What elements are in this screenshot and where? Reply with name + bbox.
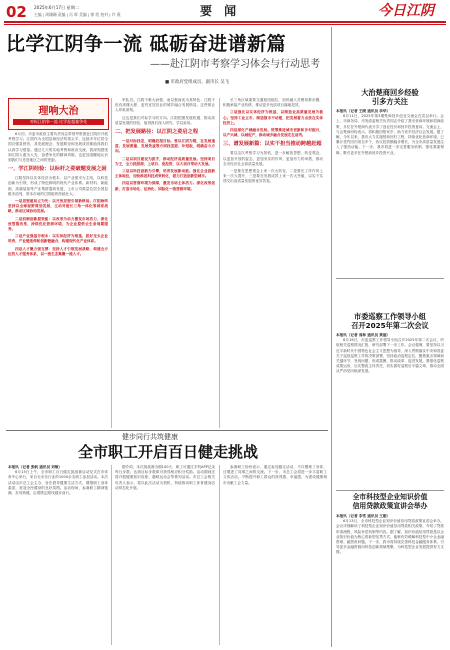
lead-para: 6月初，市委市政府主要负责同志带领考察团赴江阴市开展考察学习。江阴作为全国县域经济的领头羊，连续多年位居全国百强县榜首，其发展理念、发展路径和发展成效都值得我们认真学习借鉴。通过几天的实地考察和座谈交流，我深刻感受到江阴人敢为人先、奋勇争先的精神风貌，也更加清醒地认识到我们与先进地区之间的差距。 (8, 132, 108, 163)
sidebar-separator (336, 490, 444, 491)
section-title: 要 闻 (200, 4, 241, 18)
bottom-separator (6, 430, 328, 431)
column-divider (219, 465, 220, 645)
story-body: 6月11日，2025年第3期楚商回乡创业交流会在武汉举行。会上，市商务局、市发改委相关负责同志介绍了我市营商环境和招商政策，多位在外楚商代表分享了创业经历和回乡投资意向。交流会上，与会楚商纷纷表示，将积极回报家乡，助力家乡经济社会发展。据了解，今年以来，我市大力实施楚商回归工程，持续优化营商环境，已累计签约回归项目多个，协议投资额稳步增长，为全市高质量发展注入了强劲动能。下一步，我市将进一步完善服务机制，强化要素保障，吸引更多在外楚商回乡投资兴业。 (336, 114, 444, 155)
theory-badge (8, 98, 109, 130)
story-body: 6月16日，市委巡察工作领导小组召开2025年第二次会议，听取相关巡察情况汇报，研究部署下一步工作。会议强调，要坚持以习近平新时代中国特色社会主义思想为指导，深入贯彻落实中央和省委关于巡视巡察工作的决策部署，坚持政治巡察定位，聚焦重点领域和关键环节，发现问题、形成震慑、推动改革、促进发展。要强化巡察成果运用，压实整改主体责任，切实做好巡察后半篇文章，推动全面从严治党向纵深发展。 (336, 338, 444, 374)
bottom-kicker: 健步同行共筑健康 (122, 433, 178, 441)
lead-section-heading: 三、谱发展新篇：以实干担当推动跨越赶超 (223, 141, 322, 148)
story-title: 市委巡察工作领导小组 召开2025年第二次会议 (351, 312, 429, 330)
lead-col-3 (223, 98, 323, 423)
lead-para: 四是人才聚力强支撑：坚持人才引领发展战略，构建全方位的人才服务体系，以一流生态集聚一流人才。 (8, 246, 108, 256)
badge-sub: 对标江阴争一流 比学赶超兼争先 (13, 119, 104, 125)
column-divider (219, 98, 220, 428)
lead-para: 四是以营商环境为保障，激发市场主体活力。深化改革创新，打造市场化、法治化、国际化一流营商环境。 (115, 181, 215, 191)
lead-para: 三是以科技创新为引擎，培育发展新动能。强化企业创新主体地位，加快推进科技成果转化，着力打造创新型城市。 (115, 169, 215, 179)
lead-section-heading: 二、把发展路径：以江阴之姿启之程 (115, 129, 199, 136)
lead-para: 江阴坚持以实体经济为根本，以产业强市为主线，以科技创新为引领，形成了特色鲜明的现代产业体系。新材料、新能源、高端装备等产业集群蓬勃发展，上市公司数量位居全国县级市前列，资本市场的江阴板块持续壮大。 (8, 176, 108, 196)
header-rule-thin (4, 24, 446, 25)
lead-para: 二是以项目建设为抓手，推动经济高质量发展。坚持项目为王，全力抓招商、上项目、促投资，以大项目带动大发展。 (115, 156, 215, 166)
bottom-headline: 全市职工开启百日健走挑战 (78, 443, 259, 461)
lead-author: ■ 市政府党组成员、副市长 吴飞 (165, 80, 230, 85)
story-byline: 本报讯（记者 王晓 通讯员 李华） (336, 109, 391, 113)
story-body: 6月15日上午，全市职工百日健走挑战赛启动仪式在市体育中心举行，来自全市各行业的1000余名职工参加活动。本次活动由市总工会主办，旨在倡导健康生活方式，增强职工身体素质，营造全民健身的良好氛围。活动现场，参赛职工精神饱满、步伐矫健，沿着既定路线健步前行。 (8, 470, 108, 496)
lead-para: 一是对标找差，明确赶超目标。要以江阴为镜，在发展速度、发展质量、发展效益等方面找差距、补短板，明确奋斗方向。 (115, 139, 215, 154)
sidebar-separator (336, 278, 444, 279)
story-title: 全市科技型企业知识价值 信用贷款政策宣讲会举办 (352, 493, 428, 510)
lead-para: 军队员。江阴不唯大而强，而以强而优为其特色；江阴不但有高楼大厦、更有宜居宜业的城乡融合发展格局，这些都让人印象深刻。 (115, 98, 215, 113)
story-byline: 本报讯（记者 李雪 通讯员 王刚） (336, 514, 391, 518)
masthead-logo: 今日江阴 (378, 3, 434, 19)
story-title: 大治楚商回乡经验 引多方关注 (361, 88, 419, 106)
badge-main: 理响大治 (38, 106, 79, 117)
page-number: 02 (6, 3, 27, 21)
lead-para: 长三角区域重要交通枢纽地位，加快融入苏锡常都市圈，积极承接产业转移，推动更多优质项目落地见效。 (223, 98, 323, 108)
story-byline: 本报讯（记者 周林 通讯员 黄丽） (336, 333, 391, 337)
lead-para: 二是机制创新提效能：以改革为动力激发市场活力，深化放管服改革，持续优化营商环境，为企业提供全生命周期服务。 (8, 216, 108, 232)
sidebar-story-3 (336, 493, 444, 644)
column-divider (111, 98, 112, 428)
lead-para: 要以这次考察学习为契机，进一步解放思想、转变观念，以更加开放的姿态、更加务实的作风、更加有力的举措，推动全市经济社会高质量发展。 (223, 151, 323, 166)
lead-para: 四是深化产城融合发展。统筹推进城市更新和乡村振兴，以产兴城、以城促产，推动城乡融合发展走在前列。 (223, 128, 323, 138)
lead-section-heading: 一、学江阴经验：以标杆之姿破题发展之困 (8, 166, 107, 173)
lead-para: 三是强化以实体经济为根基，以制造业高质量发展为核心。坚持工业立市、制造强市不动摇，把发展着力点放在实体经济上。 (223, 110, 323, 125)
bottom-col-3: 参赛职工纷纷表示，通过参加健走活动，不仅锻炼了身体，还增进了同事之间的交流。下一步，市总工会将进一步丰富职工文体活动，不断提升职工群众的获得感、幸福感，为建设健康城市贡献工会力量。 (223, 465, 327, 485)
story-body: 6月13日，全市科技型企业知识价值信用贷款政策宣讲会举办。会议详细解读了科技型企业知识价值信用贷款相关政策，介绍了贷款申请流程、风险补偿机制等内容。据了解，知识价值信用贷款是以企业知识价值为核心的新型信贷方式，能够有效缓解科技型中小企业融资难、融资贵问题。下一步，我市将持续完善科技金融服务体系，引导更多金融资源向科技创新领域集聚，为科技型企业发展提供有力支撑。 (336, 519, 444, 555)
header-rule (4, 21, 446, 23)
editors-line: 主编 | 周珊珊 责编 | 冯 晖 美编 | 徐 欣 校对 | 许 燕 (34, 12, 121, 17)
sidebar-divider (331, 27, 332, 647)
lead-col-2 (115, 98, 215, 423)
lead-para: 一是要在思想观念上来一次大转变，二是要在工作作风上来一次大提升，三是要在发展成效上来一次大突破，以实干实绩交出高质量发展的优异答卷。 (223, 169, 323, 184)
sidebar-story-1 (336, 88, 444, 269)
lead-para: 三是产业强基夯根本：以实体经济为根基，抓好龙头企业培育、产业链延伸和创新链融合，构建现代化产业体系。 (8, 234, 108, 244)
bottom-col-2: 据介绍，本次挑战赛为期100天，职工可通过手机APP记录每日步数，达到目标步数即可获得相应积分奖励。活动期间还将开展健康知识讲座、趣味运动会等系列活动。市总工会相关负责人表示，将以此次活动为契机，持续推动职工体育健身活动常态化开展。 (115, 465, 215, 490)
sidebar-story-2 (336, 312, 444, 468)
lead-headline: 比学江阴争一流 砥砺奋进谱新篇 (6, 33, 287, 55)
column-divider (111, 465, 112, 645)
lead-subhead: ——赴江阴市考察学习体会与行动思考 (150, 59, 320, 70)
lead-para: 这也是我们对标学习的方向。江阴把握发展机遇、推动高质量发展的经验，值得我们深入研究、学以致用。 (115, 115, 215, 125)
story-byline: 本报讯（记者 张帆 通讯员 刘敏） (8, 465, 63, 469)
date-line: 2025年6月17日 星期二 (34, 5, 80, 10)
bottom-col-1 (8, 465, 108, 645)
lead-para: 一是思想破局立为先：以开放思想引领新格局。江阴始终坚持以全球视野谋划发展，主动对接长三角一体化等国家战略，推动区域协同发展。 (8, 199, 108, 214)
